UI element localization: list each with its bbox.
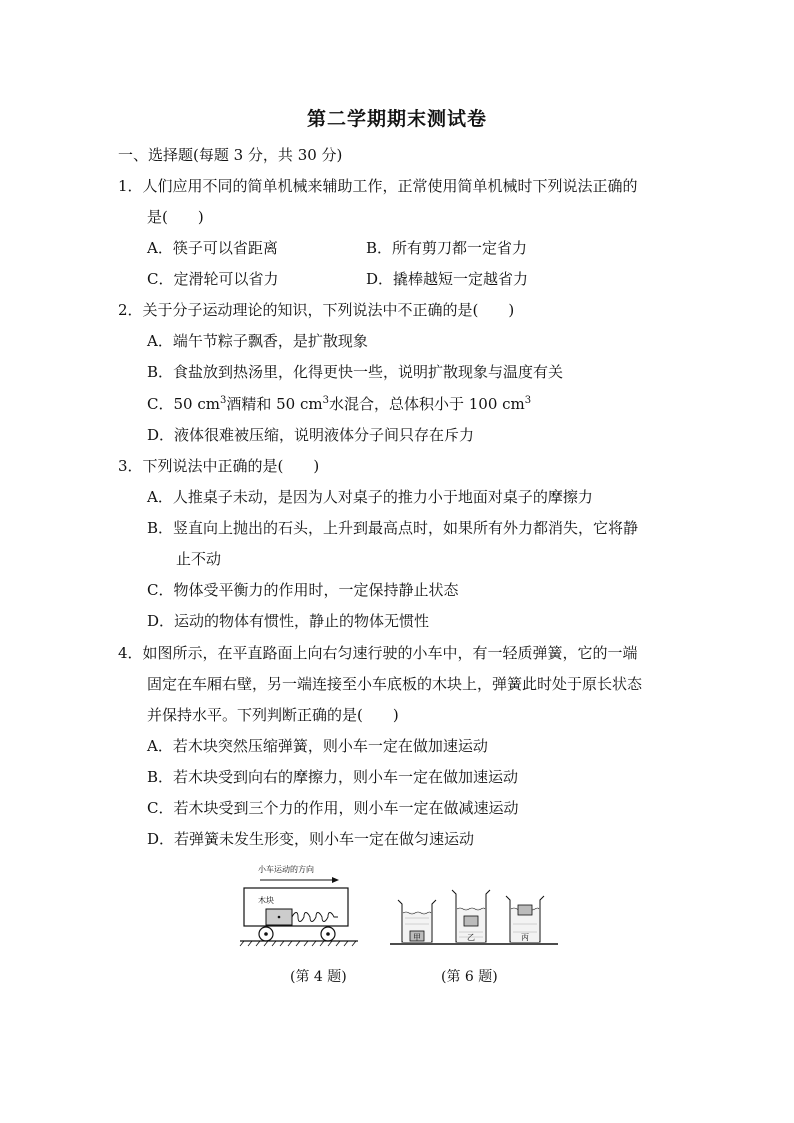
q1-stem-line2: 是( )	[147, 208, 204, 226]
q2-option-c-part1: C．50 cm	[147, 395, 220, 413]
q3-option-c: C．物体受平衡力的作用时，一定保持静止状态	[147, 581, 459, 599]
label-yi: 乙	[467, 933, 475, 942]
q2-option-d: D．液体很难被压缩，说明液体分子间只存在斥力	[147, 426, 475, 444]
spring	[292, 913, 338, 922]
arrow-head-icon	[332, 877, 339, 883]
q3-option-d: D．运动的物体有惯性，静止的物体无惯性	[147, 612, 430, 630]
q1-stem-line1: 1．人们应用不同的简单机械来辅助工作，正常使用简单机械时下列说法正确的	[118, 177, 638, 195]
q3-option-b-line2: 止不动	[176, 550, 222, 568]
q4-stem-line1: 4．如图所示，在平直路面上向右匀速行驶的小车中，有一轻质弹簧，它的一端	[118, 644, 638, 662]
cart-figure	[236, 860, 366, 955]
superscript-3: 3	[322, 395, 329, 406]
ground-hatch	[240, 941, 356, 946]
q1-option-d: D．撬棒越短一定越省力	[366, 270, 529, 288]
superscript-3: 3	[219, 395, 227, 406]
label-bing: 丙	[521, 933, 529, 942]
superscript-3: 3	[524, 395, 532, 406]
q4-option-c: C．若木块受到三个力的作用，则小车一定在做减速运动	[147, 799, 519, 817]
q4-option-a: A．若木块突然压缩弹簧，则小车一定在做加速运动	[147, 737, 488, 755]
wheel-right-hub	[326, 932, 330, 936]
caption-fig4: (第 4 题)	[290, 969, 347, 985]
block-dot	[278, 916, 281, 919]
q2-option-b: B．食盐放到热汤里，化得更快一些，说明扩散现象与温度有关	[147, 363, 564, 381]
q2-option-c-part2: 酒精和 50 cm	[226, 395, 323, 413]
block-label: 木块	[258, 896, 274, 905]
q1-option-b: B．所有剪刀都一定省力	[366, 239, 528, 257]
q4-stem-line3: 并保持水平。下列判断正确的是( )	[147, 706, 399, 724]
q4-stem-line2: 固定在车厢右壁，另一端连接至小车底板的木块上，弹簧此时处于原长状态	[147, 675, 643, 693]
page-title: 第二学期期末测试卷	[306, 108, 487, 130]
q4-option-d: D．若弹簧未发生形变，则小车一定在做匀速运动	[147, 830, 475, 848]
q3-stem: 3．下列说法中正确的是( )	[118, 457, 320, 475]
q4-option-b: B．若木块受到向右的摩擦力，则小车一定在做加速运动	[147, 768, 519, 786]
q1-option-c: C．定滑轮可以省力	[147, 270, 279, 288]
cart-body	[244, 888, 348, 926]
q2-option-c	[147, 394, 531, 414]
section-heading: 一、选择题(每题 3 分，共 30 分)	[118, 146, 343, 164]
q3-option-b-line1: B．竖直向上抛出的石头，上升到最高点时，如果所有外力都消失，它将静	[147, 519, 639, 537]
direction-label: 小车运动的方向	[258, 865, 314, 874]
q1-option-a: A．筷子可以省距离	[147, 239, 278, 257]
label-jia: 甲	[413, 933, 421, 942]
caption-fig6: (第 6 题)	[441, 969, 498, 985]
q3-option-a: A．人推桌子未动，是因为人对桌子的推力小于地面对桌子的摩擦力	[147, 488, 593, 506]
beakers-figure	[388, 886, 560, 948]
q2-option-c-part3: 水混合，总体积小于 100 cm	[328, 395, 525, 413]
q2-stem: 2．关于分子运动理论的知识，下列说法中不正确的是( )	[118, 301, 515, 319]
q2-option-a: A．端午节粽子飘香，是扩散现象	[147, 332, 368, 350]
wheel-left-hub	[264, 932, 268, 936]
